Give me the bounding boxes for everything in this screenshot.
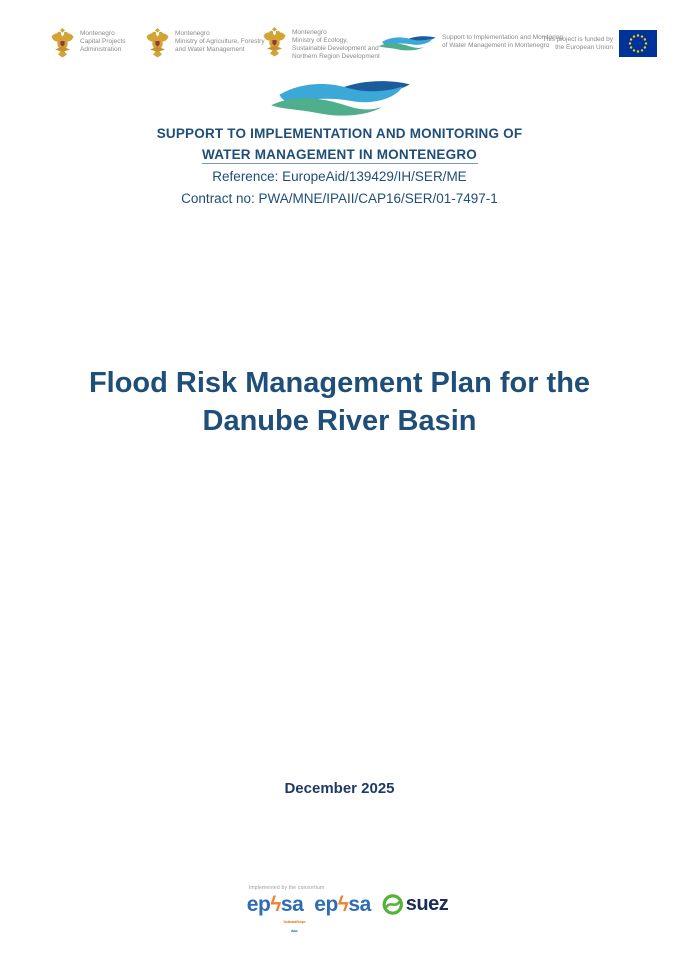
- logo-caption-line: Ministry of Ecology,: [292, 37, 348, 44]
- eptisa-text: ep: [314, 892, 338, 916]
- consortium-footer: [246, 885, 449, 933]
- logo-capital-projects-administration: [50, 27, 126, 59]
- logo-caption-line: Montenegro: [292, 29, 327, 36]
- eptisa-bolt-icon: ϟ: [337, 892, 349, 916]
- montenegro-coat-of-arms-icon: [145, 27, 170, 59]
- document-title: [0, 364, 679, 440]
- logo-ministry-ecology: [262, 26, 380, 61]
- waves-icon: [377, 33, 437, 55]
- logo-eu-funding: [543, 30, 657, 57]
- project-reference: Reference: EuropeAid/139429/IH/SER/ME: [212, 169, 467, 184]
- logo-caption-line: Northern Region Development: [292, 53, 380, 60]
- document-title-line2: Danube River Basin: [202, 405, 477, 437]
- logo-caption: [80, 27, 126, 54]
- logo-caption-line: Capital Projects: [80, 38, 126, 45]
- eptisa-sub-caption: [283, 915, 305, 933]
- eptisa-text: sa: [280, 892, 304, 916]
- eu-funding-caption: [543, 36, 613, 52]
- logo-caption-line: Support to Implementation and Monitoring: [442, 34, 564, 41]
- eptisa-text: sa: [348, 892, 371, 916]
- logo-caption-line: This project is funded by: [542, 35, 613, 43]
- logo-ministry-agriculture: [145, 27, 265, 59]
- eptisa-sub-line: Southeast Europe: [283, 919, 306, 924]
- eptisa-logo-1: [246, 892, 306, 933]
- logo-caption-line: the European Union: [555, 43, 613, 51]
- logo-caption-line: Montenegro: [175, 30, 210, 37]
- divider-line: [202, 163, 478, 164]
- project-waves-logo: [267, 78, 413, 122]
- logo-caption-line: Montenegro: [80, 30, 115, 37]
- project-title-line1: SUPPORT TO IMPLEMENTATION AND MONITORING OF: [156, 126, 523, 141]
- suez-text: suez: [405, 893, 449, 915]
- document-title-line1: Flood Risk Management Plan for the: [88, 367, 591, 399]
- logo-caption: [292, 26, 380, 61]
- suez-logo: [382, 893, 448, 916]
- logo-caption-line: Sustainable Development and: [292, 45, 379, 52]
- eu-flag-icon: [619, 30, 657, 57]
- logo-caption-line: and Water Management: [175, 46, 245, 53]
- project-title-line2: WATER MANAGEMENT IN MONTENEGRO: [202, 147, 477, 162]
- montenegro-coat-of-arms-icon: [50, 27, 75, 59]
- logo-caption-line: Ministry of Agriculture, Forestry: [175, 38, 265, 45]
- eptisa-logo-2: [314, 892, 371, 916]
- eptisa-text: ep: [246, 892, 271, 916]
- document-date: December 2025: [284, 780, 395, 797]
- eptisa-bolt-icon: ϟ: [270, 892, 281, 916]
- implemented-by-label: Implemented by the consortium: [248, 885, 325, 891]
- logo-caption-line: Administration: [80, 46, 122, 53]
- project-contract: Contract no: PWA/MNE/IPAII/CAP16/SER/01-7497-1: [181, 191, 498, 206]
- eptisa-sub-line: d.o.o.: [291, 928, 298, 933]
- montenegro-coat-of-arms-icon: [262, 26, 287, 58]
- logo-project-waves: [377, 31, 563, 55]
- suez-swirl-icon: [382, 894, 403, 915]
- logo-caption: [175, 27, 265, 54]
- consortium-logos: [246, 892, 449, 933]
- logo-caption-line: of Water Management in Montenegro: [442, 42, 550, 49]
